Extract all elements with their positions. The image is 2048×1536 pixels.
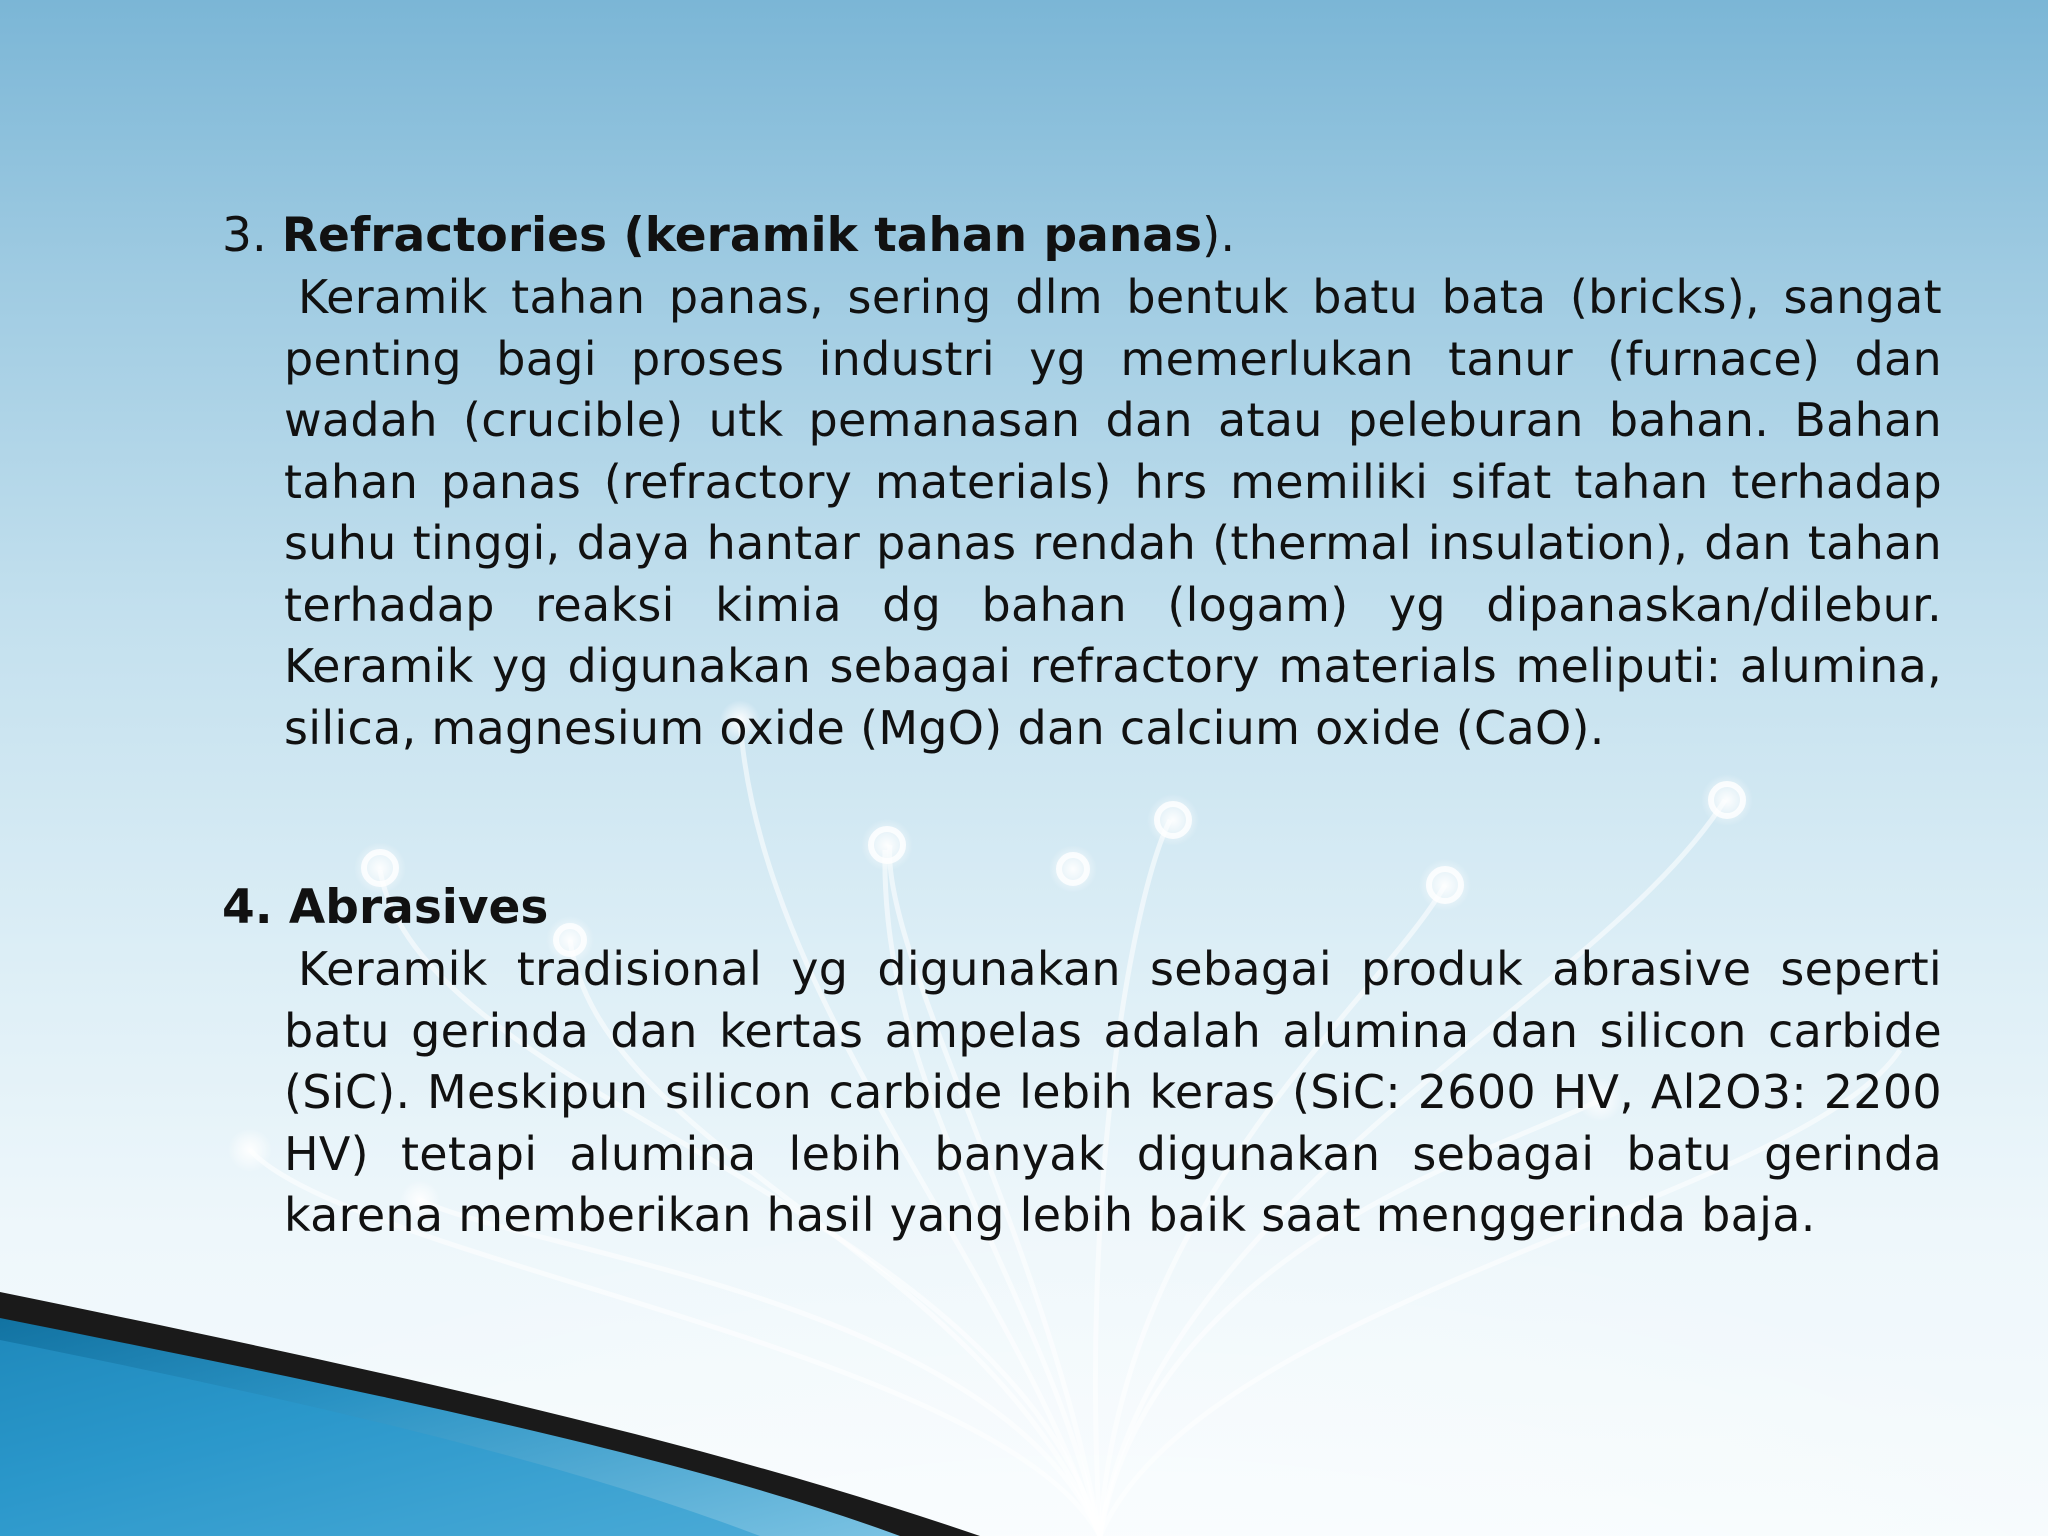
section-3-heading: [222, 205, 1942, 267]
section-3-title: Refractories (keramik tahan panas: [281, 208, 1202, 263]
section-gap: [222, 759, 1942, 877]
section-3-title-close: ).: [1201, 208, 1236, 263]
slide-content: [222, 205, 1942, 1247]
section-3-number: 3.: [222, 208, 267, 263]
section-3-body: Keramik tahan panas, sering dlm bentuk batu bata (bricks), sangat penting bagi proses industri yg memerlukan tanur (furnace) dan wadah (crucible) utk pemanasan dan atau peleburan bahan. Bahan tahan panas (refractory materials) hrs memiliki sifat tahan terhadap suhu tinggi, daya hantar panas rendah (thermal insulation), dan tahan terhadap reaksi kimia dg bahan (logam) yg dipanaskan/dilebur. Keramik yg digunakan sebagai refractory materials meliputi: alumina, silica, magnesium oxide (MgO) dan calcium oxide (CaO).: [284, 270, 1942, 755]
section-4-body: Keramik tradisional yg digunakan sebagai produk abrasive seperti batu gerinda dan kertas ampelas adalah alumina dan silicon carbide (SiC). Meskipun silicon carbide lebih keras (SiC: 2600 HV, Al2O3: 2200 HV) tetapi alumina lebih banyak digunakan sebagai batu gerinda karena memberikan hasil yang lebih baik saat menggerinda baja.: [284, 942, 1942, 1242]
section-4-heading: 4. Abrasives: [222, 880, 549, 935]
